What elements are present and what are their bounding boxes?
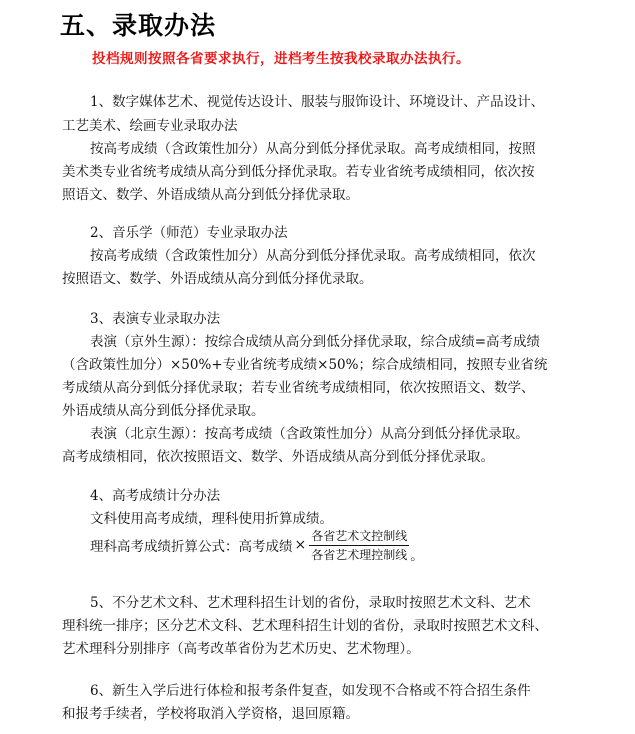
section2-title: 2、音乐学（师范）专业录取办法 (90, 225, 288, 241)
section1-body-line: 按高考成绩（含政策性加分）从高分到低分择优录取。高考成绩相同，按照 (90, 141, 536, 157)
section3-body-line: 考成绩从高分到低分择优录取；若专业省统考成绩相同，依次按照语文、数学、 (62, 380, 535, 396)
section3-body-line: 高考成绩相同，依次按照语文、数学、外语成绩从高分到低分择优录取。 (62, 449, 494, 465)
section-heading: 五、录取办法 (60, 11, 217, 40)
section5-line: 5、不分艺术文科、艺术理科招生计划的省份，录取时按照艺术文科、艺术 (90, 595, 531, 611)
section1-body-line: 照语文、数学、外语成绩从高分到低分择优录取。 (62, 187, 359, 203)
formula-label: 理科高考成绩折算公式：高考成绩 (90, 539, 293, 555)
section1-title-line: 1、数字媒体艺术、视觉传达设计、服装与服饰设计、环境设计、产品设计、 (90, 94, 545, 110)
section6-line: 和报考手续者，学校将取消入学资格，退回原籍。 (62, 706, 359, 722)
conversion-formula (90, 525, 424, 565)
formula-fraction (309, 528, 409, 563)
admission-notice: 投档规则按照各省要求执行，进档考生按我校录取办法执行。 (92, 51, 470, 67)
section3-body-line: 表演（京外生源）：按综合成绩从高分到低分择优录取，综合成绩=高考成绩 (90, 334, 541, 350)
section6-line: 6、新生入学后进行体检和报考条件复查，如发现不合格或不符合招生条件 (90, 683, 531, 699)
formula-period: 。 (410, 548, 424, 564)
section2-body-line: 按照语文、数学、外语成绩从高分到低分择优录取。 (62, 271, 373, 287)
section2-body-line: 按高考成绩（含政策性加分）从高分到低分择优录取。高考成绩相同，依次 (90, 248, 536, 264)
section3-body-line: 外语成绩从高分到低分择优录取。 (62, 403, 265, 419)
section5-line: 艺术理科分别排序（高考改革省份为艺术历史、艺术物理）。 (62, 641, 420, 657)
fraction-denominator: 各省艺术理控制线 (311, 547, 408, 562)
section1-body-line: 美术类专业省统考成绩从高分到低分择优录取。若专业省统考成绩相同，依次按 (62, 164, 535, 180)
section3-body-line: （含政策性加分）×50%+专业省统考成绩×50%；综合成绩相同，按照专业省统 (62, 357, 548, 373)
section4-title: 4、高考成绩计分办法 (90, 488, 221, 504)
fraction-numerator: 各省艺术文控制线 (311, 528, 408, 543)
multiply-sign: × (294, 537, 307, 553)
section5-line: 理科统一排序；区分艺术文科、艺术理科招生计划的省份，录取时按照艺术文科、 (62, 618, 548, 634)
section3-title: 3、表演专业录取办法 (90, 311, 221, 327)
section4-body-line: 文科使用高考成绩，理科使用折算成绩。 (90, 511, 333, 527)
section3-body-line: 表演（北京生源）：按高考成绩（含政策性加分）从高分到低分择优录取。 (90, 426, 529, 442)
section1-title-line: 工艺美术、绘画专业录取办法 (62, 118, 238, 134)
